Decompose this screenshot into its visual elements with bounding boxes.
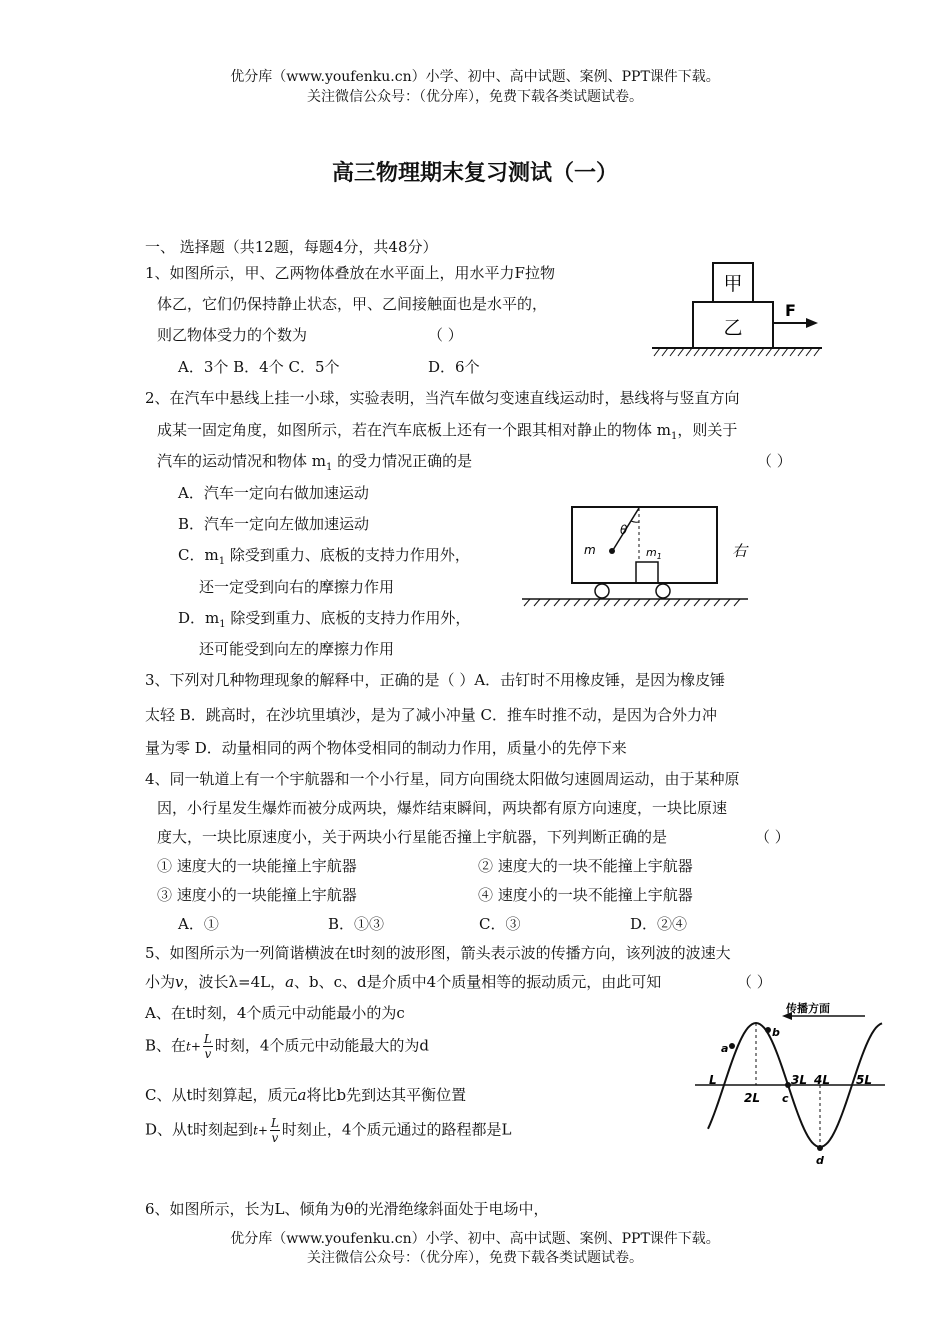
q1-line-1: 1、如图所示，甲、乙两物体叠放在水平面上，用水平力F拉物 bbox=[145, 264, 555, 282]
q5-line-2: 小为v，波长λ=4L，a、b、c、d是介质中4个质量相等的振动质元，由此可知 bbox=[145, 973, 662, 991]
block-m1 bbox=[636, 562, 658, 583]
q4-option-b: B．①③ bbox=[328, 915, 385, 933]
fraction-l-over-v-2: $\frac{L}{v}$ bbox=[270, 1116, 279, 1145]
ball-label: m bbox=[584, 543, 596, 557]
q4-option-c: C．③ bbox=[479, 915, 521, 933]
point-b bbox=[765, 1027, 771, 1033]
q1-line-3: 则乙物体受力的个数为 bbox=[157, 326, 308, 344]
q2-answer-paren: （ ） bbox=[757, 452, 792, 470]
tick-label-3L: 3L bbox=[791, 1073, 807, 1087]
q5-option-b: B、在t+ $\frac{L}{v}$ 时刻，4个质元中动能最大的为d bbox=[145, 1032, 430, 1061]
q1-options: A．3个 B．4个 C．5个 bbox=[178, 358, 340, 376]
q1-figure bbox=[650, 258, 825, 363]
ground-hatch bbox=[654, 348, 820, 356]
q2-option-d-line-1: D．$m_1$ 除受到重力、底板的支持力作用外， bbox=[178, 609, 471, 630]
tick-label-4L: 4L bbox=[814, 1073, 830, 1087]
q5-option-d: D、从t时刻起到t+ $\frac{L}{v}$ 时刻止，4个质元通过的路程都是L bbox=[145, 1116, 512, 1145]
header-line-1: 优分库（www.youfenku.cn）小学、初中、高中试题、案例、PPT课件下载。 bbox=[230, 69, 720, 85]
q6-line-1: 6、如图所示，长为L、倾角为θ的光滑绝缘斜面处于电场中， bbox=[145, 1200, 549, 1218]
q4-statement-4: ④ 速度小的一块不能撞上宇航器 bbox=[478, 886, 693, 904]
q4-statement-1: ① 速度大的一块能撞上宇航器 bbox=[157, 857, 357, 875]
section-heading: 一、 选择题（共12题，每题4分，共48分） bbox=[145, 238, 438, 256]
q4-option-a: A．① bbox=[178, 915, 219, 933]
point-label-a: a bbox=[721, 1042, 729, 1055]
q4-line-2: 因，小行星发生爆炸而被分成两块，爆炸结束瞬间，两块都有原方向速度，一块比原速 bbox=[157, 799, 728, 817]
q2-line-3: 汽车的运动情况和物体 $m_1$ 的受力情况正确的是 bbox=[157, 452, 473, 473]
q4-option-d: D．②④ bbox=[630, 915, 688, 933]
q2-option-c-line-1: C．$m_1$ 除受到重力、底板的支持力作用外， bbox=[178, 546, 470, 567]
road-hatch bbox=[524, 599, 740, 606]
angle-arc bbox=[631, 521, 639, 522]
tick-label-2L: 2L bbox=[744, 1091, 760, 1105]
q2-figure bbox=[520, 500, 750, 612]
right-label: 右 bbox=[732, 542, 748, 560]
q5-wave-figure bbox=[690, 1000, 890, 1172]
footer-line-1: 优分库（www.youfenku.cn）小学、初中、高中试题、案例、PPT课件下载。 bbox=[230, 1231, 720, 1247]
q4-line-3: 度大，一块比原速度小，关于两块小行星能否撞上宇航器，下列判断正确的是 bbox=[157, 828, 668, 846]
q3-line-3: 量为零 D．动量相同的两个物体受相同的制动力作用，质量小的先停下来 bbox=[145, 739, 627, 757]
q2-line-2: 成某一固定角度，如图所示，若在汽车底板上还有一个跟其相对静止的物体 $m_1$，则关于 bbox=[157, 421, 738, 442]
tick-label-L: L bbox=[709, 1073, 717, 1087]
wheel-right bbox=[656, 584, 670, 598]
block-label: $m_1$ bbox=[646, 546, 662, 561]
page-title: 高三物理期末复习测试（一） bbox=[331, 161, 618, 186]
q4-statement-2: ② 速度大的一块不能撞上宇航器 bbox=[478, 857, 693, 875]
q3-line-1: 3、下列对几种物理现象的解释中，正确的是（ ）A．击钉时不用橡皮锤，是因为橡皮锤 bbox=[145, 671, 726, 689]
q1-option-d: D．6个 bbox=[428, 358, 480, 376]
q5-option-a: A、在t时刻，4个质元中动能最小的为c bbox=[145, 1004, 405, 1022]
ball bbox=[609, 548, 615, 554]
point-label-b: b bbox=[772, 1026, 780, 1039]
point-a bbox=[729, 1043, 735, 1049]
q1-line-2: 体乙，它们仍保持静止状态，甲、乙间接触面也是水平的， bbox=[157, 295, 548, 313]
theta-label: θ bbox=[620, 523, 628, 537]
point-label-d: d bbox=[816, 1154, 824, 1167]
header-line-2: 关注微信公众号：（优分库），免费下载各类试题试卷。 bbox=[307, 89, 643, 105]
q4-line-1: 4、同一轨道上有一个宇航器和一个小行星，同方向围绕太阳做匀速圆周运动，由于某种原 bbox=[145, 770, 740, 788]
force-label: F bbox=[785, 301, 796, 320]
q3-line-2: 太轻 B．跳高时，在沙坑里填沙，是为了减小冲量 C．推车时推不动，是因为合外力冲 bbox=[145, 706, 718, 724]
q4-statement-3: ③ 速度小的一块能撞上宇航器 bbox=[157, 886, 357, 904]
q2-option-b: B．汽车一定向左做加速运动 bbox=[178, 515, 370, 533]
q2-option-d-line-2: 还可能受到向左的摩擦力作用 bbox=[199, 640, 395, 658]
footer-line-2: 关注微信公众号：（优分库），免费下载各类试题试卷。 bbox=[307, 1250, 643, 1266]
q2-line-1: 2、在汽车中悬线上挂一小球，实验表明，当汽车做匀变速直线运动时，悬线将与竖直方向 bbox=[145, 389, 740, 407]
force-arrow-head bbox=[806, 318, 818, 328]
point-label-c: c bbox=[782, 1092, 789, 1105]
q1-answer-paren: （ ） bbox=[428, 326, 463, 344]
block-jia-label: 甲 bbox=[723, 273, 743, 295]
point-c bbox=[785, 1082, 791, 1088]
point-d bbox=[817, 1145, 823, 1151]
q5-line-1: 5、如图所示为一列简谐横波在t时刻的波形图，箭头表示波的传播方向，该列波的波速大 bbox=[145, 944, 731, 962]
wheel-left bbox=[595, 584, 609, 598]
block-yi-label: 乙 bbox=[723, 317, 743, 339]
fraction-l-over-v: $\frac{L}{v}$ bbox=[203, 1032, 212, 1061]
q5-option-c: C、从t时刻算起，质元a将比b先到达其平衡位置 bbox=[145, 1086, 467, 1104]
q2-option-a: A．汽车一定向右做加速运动 bbox=[178, 484, 369, 502]
q5-answer-paren: （ ） bbox=[737, 973, 772, 991]
tick-label-5L: 5L bbox=[856, 1073, 872, 1087]
q4-answer-paren: （ ） bbox=[755, 828, 790, 846]
q2-option-c-line-2: 还一定受到向右的摩擦力作用 bbox=[199, 578, 395, 596]
direction-label: 传播方面 bbox=[786, 1002, 830, 1015]
